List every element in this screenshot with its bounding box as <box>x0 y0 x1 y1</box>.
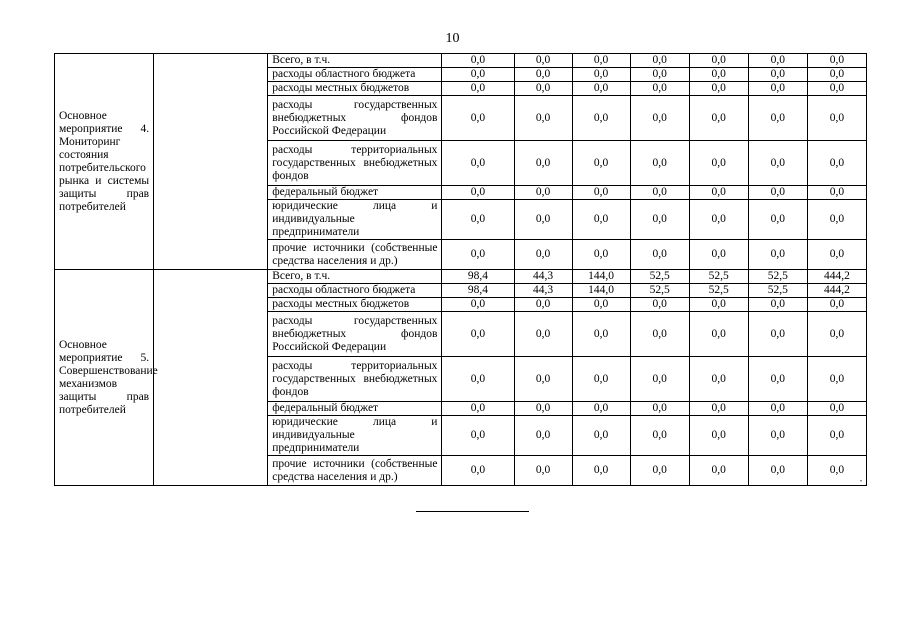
amount-cell: 0,0 <box>442 96 514 141</box>
table-row <box>55 54 867 68</box>
amount-cell: 0,0 <box>572 186 630 200</box>
funding-source-cell: прочие источники (собственные средства населения и др.) <box>268 240 442 270</box>
amount-cell: 0,0 <box>748 240 807 270</box>
amount-cell: 0,0 <box>572 240 630 270</box>
amount-cell: 0,0 <box>689 240 748 270</box>
amount-cell: 0,0 <box>442 298 514 312</box>
amount-cell: 0,0 <box>572 357 630 402</box>
amount-cell: 0,0 <box>807 312 866 357</box>
amount-cell: 0,0 <box>514 200 572 240</box>
amount-cell: 0,0 <box>748 96 807 141</box>
amount-cell: 0,0 <box>572 200 630 240</box>
funding-source-cell: юридические лица и индивидуальные предприниматели <box>268 200 442 240</box>
amount-cell: 0,0 <box>630 200 689 240</box>
amount-cell: 0,0 <box>748 68 807 82</box>
amount-cell: 0,0 <box>630 298 689 312</box>
amount-cell: 0,0 <box>807 298 866 312</box>
amount-cell: 0,0 <box>442 200 514 240</box>
amount-cell: 444,2 <box>807 270 866 284</box>
amount-cell: 0,0 <box>630 416 689 456</box>
funding-source-cell: расходы местных бюджетов <box>268 82 442 96</box>
amount-cell: 0,0 <box>748 312 807 357</box>
amount-cell: 0,0 <box>514 456 572 486</box>
funding-source-cell: расходы территориальных государственных внебюджетных фондов <box>268 141 442 186</box>
funding-source-cell: расходы областного бюджета <box>268 284 442 298</box>
amount-cell: 0,0 <box>630 456 689 486</box>
event-name-cell: Основное мероприятие 4. Мониторинг состояния потребительского рынка и системы защиты прав потребителей <box>55 54 154 270</box>
funding-table <box>54 53 867 486</box>
amount-cell: 0,0 <box>630 82 689 96</box>
amount-cell: 0,0 <box>630 141 689 186</box>
amount-cell: 44,3 <box>514 284 572 298</box>
amount-cell: 0,0 <box>748 357 807 402</box>
executor-cell <box>154 270 268 486</box>
amount-cell: 0,0 <box>630 240 689 270</box>
amount-cell: 0,0 <box>807 186 866 200</box>
funding-source-cell: прочие источники (собственные средства населения и др.) <box>268 456 442 486</box>
amount-cell: 0,0 <box>748 200 807 240</box>
amount-cell: 0,0 <box>748 298 807 312</box>
amount-cell: 98,4 <box>442 270 514 284</box>
amount-cell: 0,0 <box>514 68 572 82</box>
amount-cell: 0,0 <box>689 141 748 186</box>
amount-cell: 0,0 <box>572 141 630 186</box>
amount-cell: 0,0 <box>572 416 630 456</box>
amount-cell: 0,0 <box>807 240 866 270</box>
amount-cell: 52,5 <box>748 270 807 284</box>
amount-cell: 0,0 <box>748 416 807 456</box>
executor-cell <box>154 54 268 270</box>
amount-cell: 0,0 <box>807 96 866 141</box>
amount-cell: 0,0 <box>689 416 748 456</box>
amount-cell: 0,0 <box>689 82 748 96</box>
table-body <box>55 54 867 486</box>
amount-cell: 0,0 <box>807 357 866 402</box>
amount-cell: 0,0 <box>807 82 866 96</box>
amount-cell: 0,0 <box>630 312 689 357</box>
funding-source-cell: федеральный бюджет <box>268 186 442 200</box>
amount-cell: 0,0 <box>689 402 748 416</box>
amount-cell: 0,0 <box>689 312 748 357</box>
amount-cell: 0,0 <box>807 416 866 456</box>
funding-source-cell: Всего, в т.ч. <box>268 54 442 68</box>
end-of-document-rule <box>416 511 529 512</box>
funding-source-cell: федеральный бюджет <box>268 402 442 416</box>
event-name-cell: Основное мероприятие 5. Совершенствование механизмов защиты прав потребителей <box>55 270 154 486</box>
amount-cell: 52,5 <box>689 270 748 284</box>
amount-cell: 0,0 <box>748 186 807 200</box>
amount-cell: 0,0 <box>514 96 572 141</box>
amount-cell: 0,0 <box>514 54 572 68</box>
funding-source-cell: расходы государственных внебюджетных фондов Российской Федерации <box>268 312 442 357</box>
amount-cell: 0,0 <box>572 96 630 141</box>
amount-cell: 52,5 <box>630 284 689 298</box>
amount-cell: 0,0 <box>807 141 866 186</box>
amount-cell: 0,0 <box>689 186 748 200</box>
amount-cell: 0,0 <box>514 82 572 96</box>
amount-cell: 0,0 <box>514 240 572 270</box>
amount-cell: 0,0 <box>748 54 807 68</box>
amount-cell: 0,0 <box>807 200 866 240</box>
amount-cell: 0,0 <box>572 82 630 96</box>
amount-cell: 0,0 <box>689 200 748 240</box>
amount-cell: 0,0 <box>442 357 514 402</box>
amount-cell: 0,0 <box>442 402 514 416</box>
amount-cell: 0,0 <box>442 312 514 357</box>
amount-cell: 0,0 <box>514 416 572 456</box>
amount-cell: 0,0 <box>572 312 630 357</box>
amount-cell: 44,3 <box>514 270 572 284</box>
amount-cell: 0,0 <box>748 402 807 416</box>
amount-cell: 0,0 <box>572 402 630 416</box>
amount-cell: 0,0 <box>689 298 748 312</box>
funding-source-cell: расходы местных бюджетов <box>268 298 442 312</box>
amount-cell: 0,0 <box>572 68 630 82</box>
amount-cell: 0,0 <box>442 82 514 96</box>
amount-cell: 0,0 <box>807 54 866 68</box>
amount-cell: 0,0 <box>630 402 689 416</box>
amount-cell: 0,0 <box>630 186 689 200</box>
amount-cell: 52,5 <box>748 284 807 298</box>
funding-source-cell: расходы территориальных государственных внебюджетных фондов <box>268 357 442 402</box>
amount-cell: 0,0 <box>442 186 514 200</box>
amount-cell: 0,0 <box>689 68 748 82</box>
amount-cell: 0,0 <box>442 54 514 68</box>
funding-source-cell: Всего, в т.ч. <box>268 270 442 284</box>
amount-cell: 0,0 <box>807 68 866 82</box>
amount-cell: 0,0 <box>748 141 807 186</box>
amount-cell: 0,0 <box>442 456 514 486</box>
amount-cell: 0,0 <box>630 68 689 82</box>
amount-cell: 0,0 <box>572 54 630 68</box>
amount-cell: 0,0 <box>442 416 514 456</box>
amount-cell: 0,0 <box>807 402 866 416</box>
amount-cell: 0,0 <box>630 357 689 402</box>
funding-source-cell: юридические лица и индивидуальные предприниматели <box>268 416 442 456</box>
amount-cell: 0,0 <box>442 141 514 186</box>
amount-cell: 0,0 <box>689 96 748 141</box>
amount-cell: 0,0 <box>630 54 689 68</box>
amount-cell: 0,0 <box>630 96 689 141</box>
amount-cell: 0,0 <box>572 456 630 486</box>
amount-cell: 0,0 <box>514 402 572 416</box>
amount-cell: 0,0 <box>514 298 572 312</box>
funding-source-cell: расходы государственных внебюджетных фондов Российской Федерации <box>268 96 442 141</box>
amount-cell: 0,0 <box>442 240 514 270</box>
amount-cell: 0,0 <box>572 298 630 312</box>
amount-cell: 0,0 <box>514 312 572 357</box>
amount-cell: 0,0 <box>442 68 514 82</box>
amount-cell: 144,0 <box>572 270 630 284</box>
amount-cell: 0,0 <box>514 357 572 402</box>
amount-cell: 0,0 <box>748 456 807 486</box>
amount-cell: 144,0 <box>572 284 630 298</box>
amount-cell: 444,2 <box>807 284 866 298</box>
amount-cell: 0,0 <box>748 82 807 96</box>
amount-cell: 0,0 <box>514 186 572 200</box>
amount-cell: 52,5 <box>689 284 748 298</box>
table-row <box>55 270 867 284</box>
amount-cell: 0,0 <box>807 456 866 486</box>
footnote-mark: " <box>860 480 863 486</box>
amount-cell: 52,5 <box>630 270 689 284</box>
amount-cell: 0,0 <box>689 456 748 486</box>
page-number: 10 <box>445 31 460 46</box>
funding-source-cell: расходы областного бюджета <box>268 68 442 82</box>
amount-cell: 0,0 <box>689 54 748 68</box>
amount-cell: 0,0 <box>514 141 572 186</box>
amount-cell: 0,0 <box>689 357 748 402</box>
amount-cell: 98,4 <box>442 284 514 298</box>
